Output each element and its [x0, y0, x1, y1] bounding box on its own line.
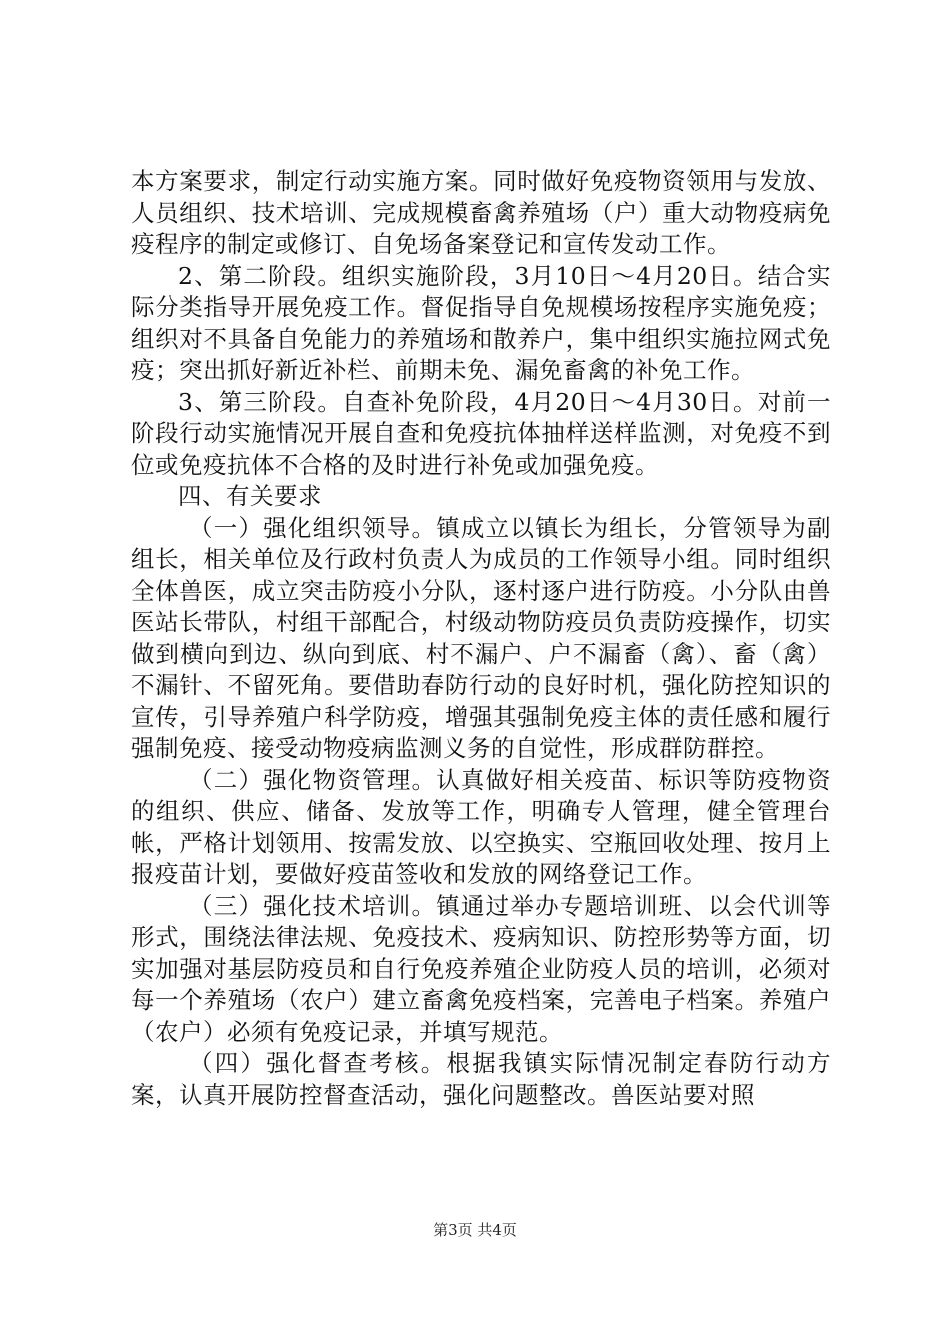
document-body	[131, 166, 831, 1111]
paragraph-continuation: 本方案要求，制定行动实施方案。同时做好免疫物资领用与发放、人员组织、技术培训、完成规模畜禽养殖场（户）重大动物疫病免疫程序的制定或修订、自免场备案登记和宣传发动工作。	[131, 167, 831, 258]
paragraph-organization: （一）强化组织领导。镇成立以镇长为组长，分管领导为副组长，相关单位及行政村负责人为成员的工作领导小组。同时组织全体兽医，成立突击防疫小分队，逐村逐户进行防疫。小分队由兽医站长带队，村组干部配合，村级动物防疫员负责防疫操作，切实做到横向到边、纵向到底、村不漏户、户不漏畜（禽）、畜（禽）不漏针、不留死角。要借助春防行动的良好时机，强化防控知识的宣传，引导养殖户科学防疫，增强其强制免疫主体的责任感和履行强制免疫、接受动物疫病监测义务的自觉性，形成群防群控。	[131, 513, 831, 762]
page-number-footer: 第3页 共4页	[433, 1221, 517, 1239]
section-heading-requirements: 四、有关要求	[178, 482, 322, 510]
paragraph-stage-three: 3、第三阶段。自查补免阶段，4月20日～4月30日。对前一阶段行动实施情况开展自查和免疫抗体抽样送样监测，对免疫不到位或免疫抗体不合格的及时进行补免或加强免疫。	[131, 387, 831, 479]
paragraph-inspection: （四）强化督查考核。根据我镇实际情况制定春防行动方案，认真开展防控督查活动，强化问题整改。兽医站要对照	[131, 1049, 831, 1109]
paragraph-stage-two: 2、第二阶段。组织实施阶段，3月10日～4月20日。结合实际分类指导开展免疫工作。督促指导自免规模场按程序实施免疫；组织对不具备自免能力的养殖场和散养户，集中组织实施拉网式免疫；突出抓好新近补栏、前期未免、漏免畜禽的补免工作。	[131, 261, 831, 384]
paragraph-materials: （二）强化物资管理。认真做好相关疫苗、标识等防疫物资的组织、供应、储备、发放等工作，明确专人管理，健全管理台帐，严格计划领用、按需发放、以空换实、空瓶回收处理、按月上报疫苗计划，要做好疫苗签收和发放的网络登记工作。	[131, 765, 831, 888]
paragraph-training: （三）强化技术培训。镇通过举办专题培训班、以会代训等形式，围绕法律法规、免疫技术、疫病知识、防控形势等方面，切实加强对基层防疫员和自行免疫养殖企业防疫人员的培训，必须对每一个养殖场（农户）建立畜禽免疫档案，完善电子档案。养殖户（农户）必须有免疫记录，并填写规范。	[131, 891, 831, 1046]
